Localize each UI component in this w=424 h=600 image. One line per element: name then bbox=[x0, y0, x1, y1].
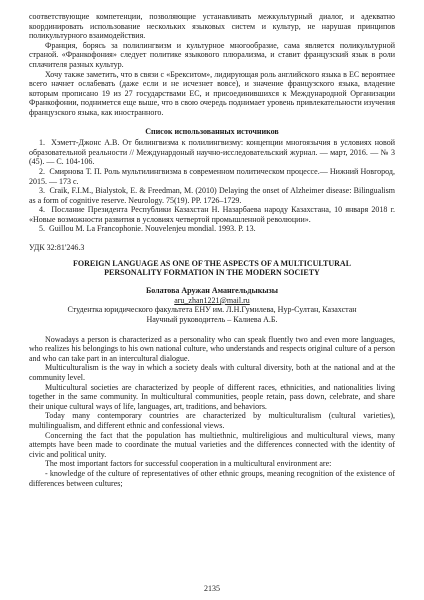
author-name: Болатова Аружан Амангельдыкызы bbox=[145, 286, 279, 296]
supervisor: Научный руководитель – Калиева А.Б. bbox=[146, 315, 278, 325]
author-affiliation: Студентка юридического факультета ЕНУ им. Л.Н.Гумилева, Нур-Султан, Казахстан bbox=[67, 305, 357, 315]
body-paragraph: - knowledge of the culture of representatives of other ethnic groups, meaning recognition of the existence of differences between cultures; bbox=[29, 468, 395, 488]
paragraph-brexit: Хочу также заметить, что в связи с «Брекситом», лидирующая роль английского языка в ЕС вероятнее всего начнет ослабевать (даже если и не исчезнет вовсе), и значение французского языка, владение которым прописано 19 из 27 государствами ЕС, и присоединившихся к Международной Организации Франкофонии, поднимется еще выше, что в свою очередь поднимает уровень привлекательности изучения французского языка, как иностранного. bbox=[29, 69, 395, 117]
body-paragraph: The most important factors for successful cooperation in a multicultural environment are: bbox=[45, 459, 332, 469]
references-list bbox=[29, 138, 395, 234]
body-paragraph: Nowadays a person is characterized as a personality who can speak fluently two and even more languages, who realizes his belongings to his own national culture, who understands and respects original culture of a person and who can take part in an intercultural dialogue. bbox=[29, 334, 395, 363]
article-title bbox=[29, 259, 395, 279]
body-paragraph: Multiculturalism is the way in which a society deals with cultural diversity, both at the national and at the community level. bbox=[29, 363, 395, 382]
reference-item: 1. Хэметт-Джонс А.В. От билингвизма к полилингвизму: концепции многоязычия в условиях новой образовательной реальности // Междунардоный научно-исследовательский журнал. — март, 2016. — № 3 (45). — С. 104-106. bbox=[29, 138, 395, 167]
author-email bbox=[29, 296, 395, 306]
body-paragraph: Today many contemporary countries are characterized by multiculturalism (cultural varieties), multilingualism, and different ethnic and confessional views. bbox=[29, 411, 395, 430]
reference-item: 2. Смирнова Т. П. Роль мультилингвизма в современном политическом процессе.— Нижний Новгород, 2015. — 173 с. bbox=[29, 166, 395, 186]
reference-item: 4. Послание Президента Республики Казахстан Н. Назарбаева народу Казахстана, 10 января 2018 г. «Новые возможности развития в условиях четвертой промышленной революции». bbox=[29, 205, 395, 224]
reference-item: 3. Craik, F.I.M., Bialystok, E. & Freedman, M. (2010) Delaying the onset of Alzheimer disease: Bilingualism as a form of cognitive reserve. Neurology. 75(19). PP. 1726–1729. bbox=[29, 186, 395, 205]
references-title: Список использованных источников bbox=[145, 126, 279, 136]
paragraph-continued: соответствующие компетенции, позволяющие устанавливать межкультурный диалог, и адекватно координировать использование нескольких языковых систем и культур, не нарушая принципов поликультурного взаимодействия. bbox=[29, 12, 395, 41]
paragraph-francophonie: Франция, борясь за полилингвизм и культурное многообразие, сама является поликультурной страной. «Франкофония» следует политике языкового плюрализма, и ставит французский язык в роли сплачителя разных культур. bbox=[29, 40, 395, 69]
body-paragraph: Multicultural societies are characterized by people of different races, ethnicities, and nationalities living together in the same community. In multicultural communities, people retain, pass down, celebrate, and share their unique cultural ways of life, languages, art, traditions, and behaviors. bbox=[29, 382, 395, 411]
article-title-line-2: PERSONALITY FORMATION IN THE MODERN SOCIETY bbox=[104, 268, 320, 278]
reference-item: 5. Guillou M. La Francophonie. Nouvelenjeu mondial. 1993. P. 13. bbox=[39, 224, 256, 234]
email-link[interactable]: aru_zhan1221@mail.ru bbox=[174, 295, 250, 305]
page-number: 2135 bbox=[204, 584, 220, 594]
document-page bbox=[29, 12, 395, 596]
body-paragraph: Concerning the fact that the population has multiethnic, multireligious and multicultural views, many attempts have been made to coordinate the mutual varieties and the differences connected with the identity of civic and political unity. bbox=[29, 430, 395, 459]
article-title-line-1: FOREIGN LANGUAGE AS ONE OF THE ASPECTS OF A MULTICULTURAL bbox=[72, 258, 352, 268]
udc-code: УДК 32:81'246.3 bbox=[29, 243, 85, 253]
